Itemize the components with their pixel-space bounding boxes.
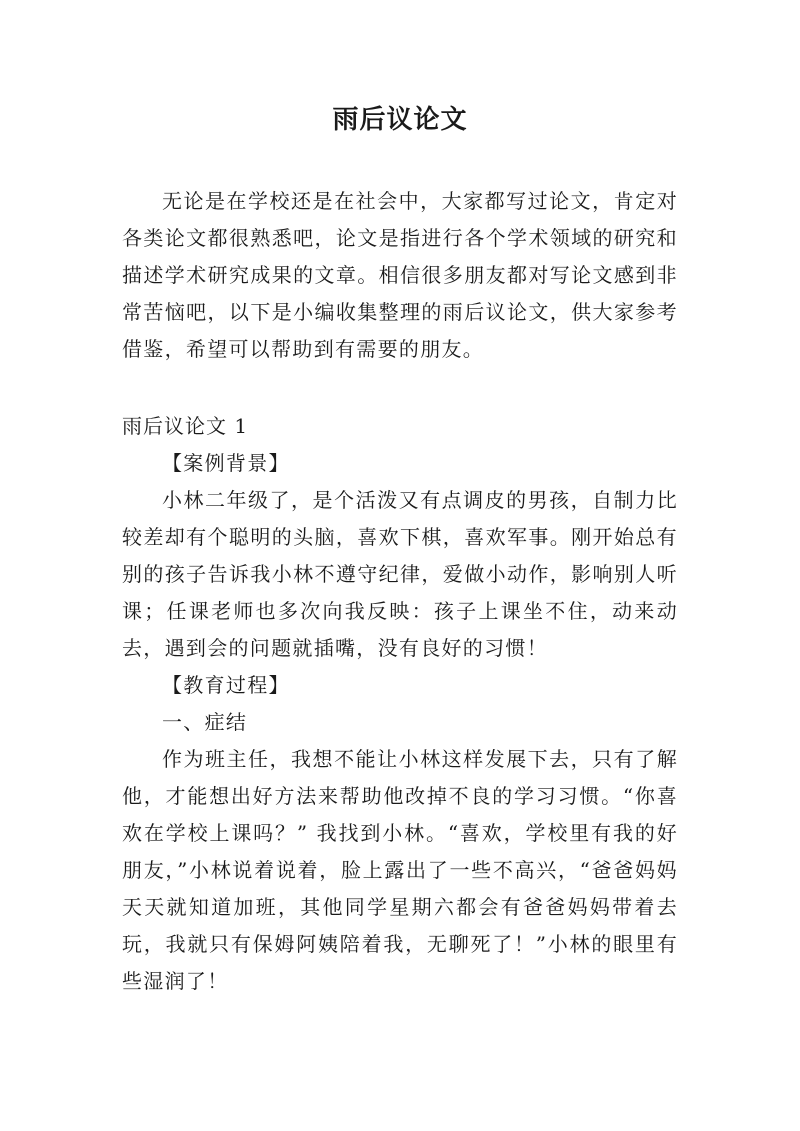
- heading-education-process: 【教育过程】: [162, 673, 290, 697]
- intro-paragraph: 无论是在学校还是在社会中，大家都写过论文，肯定对各类论文都很熟悉吧，论文是指进行各个学术领域的研究和描述学术研究成果的文章。相信很多朋友都对写论文感到非常苦恼吧，以下是小编收集整理的雨后议论文，供大家参考借鉴，希望可以帮助到有需要的朋友。: [122, 189, 678, 361]
- section-title: 雨后议论文 1: [122, 414, 249, 438]
- document-title: 雨后议论文: [332, 105, 468, 135]
- paragraph-case-background: 小林二年级了，是个活泼又有点调皮的男孩，自制力比较差却有个聪明的头脑，喜欢下棋，喜欢军事。刚开始总有别的孩子告诉我小林不遵守纪律，爱做小动作，影响别人听课；任课老师也多次向我反映：孩子上课坐不住，动来动去，遇到会的问题就插嘴，没有良好的习惯！: [122, 488, 678, 660]
- subheading-crux: 一、症结: [162, 710, 248, 734]
- heading-case-background: 【案例背景】: [162, 451, 290, 475]
- paragraph-crux: 作为班主任，我想不能让小林这样发展下去，只有了解他，才能想出好方法来帮助他改掉不良的学习习惯。“你喜欢在学校上课吗？” 我找到小林。“喜欢，学校里有我的好朋友，”小林说着说着，脸上露出了一些不高兴，“爸爸妈妈天天就知道加班，其他同学星期六都会有爸爸妈妈带着去玩，我就只有保姆阿姨陪着我，无聊死了！”小林的眼里有些湿润了！: [122, 747, 678, 993]
